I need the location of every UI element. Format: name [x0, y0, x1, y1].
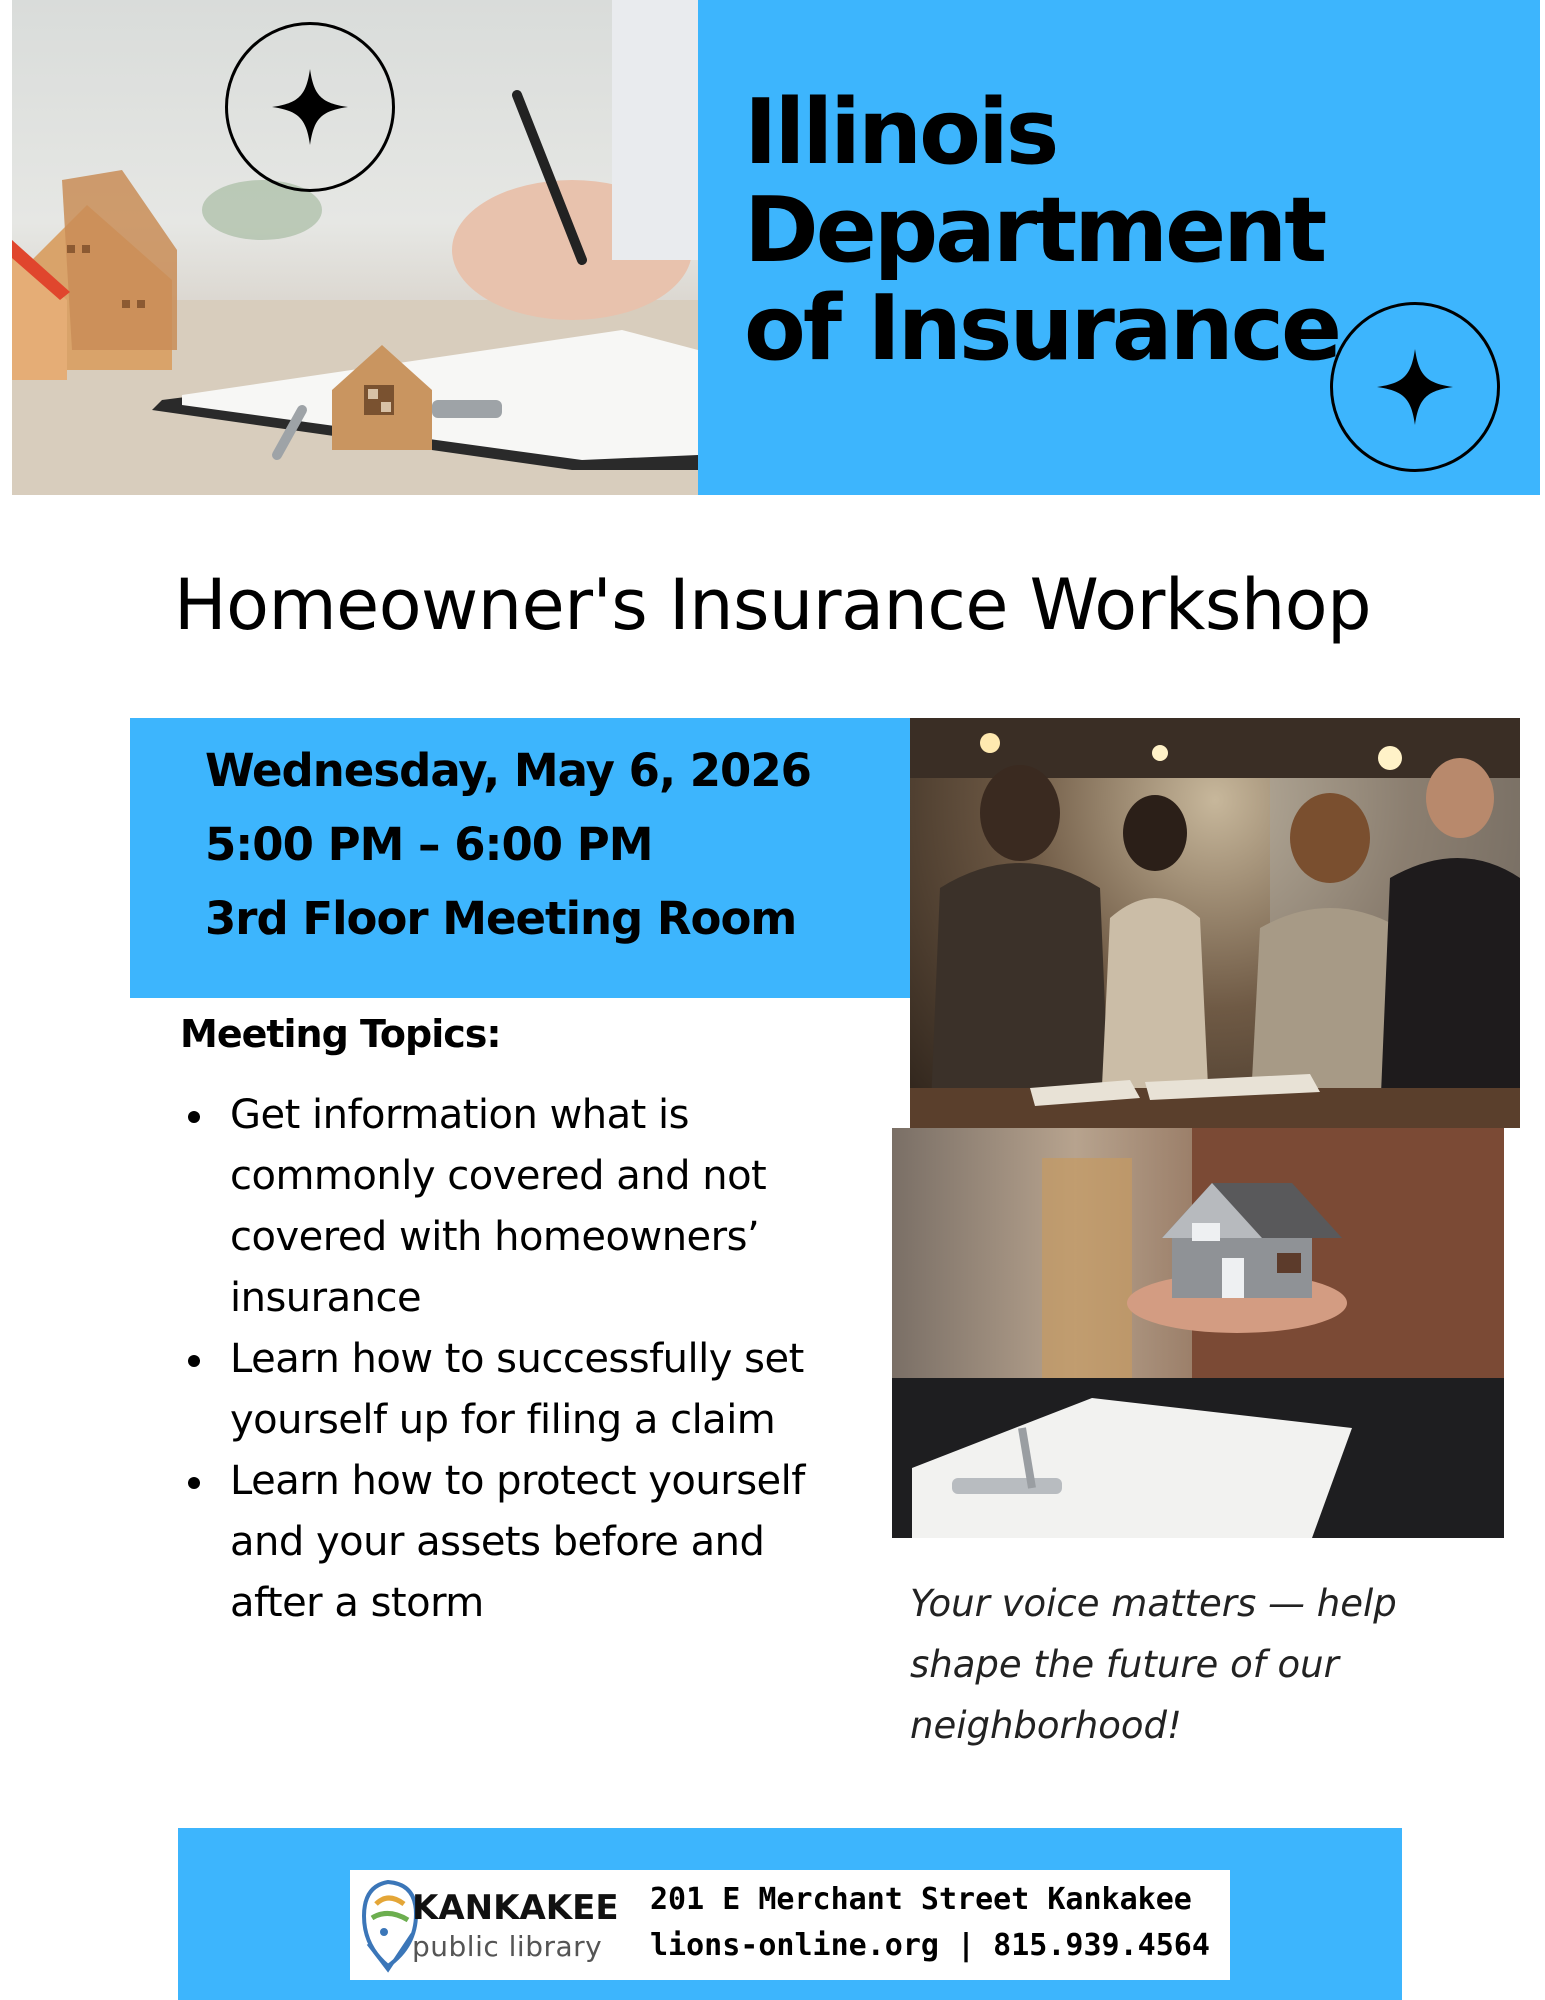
list-item: Get information what is commonly covered and not covered with homeowners’ insurance	[180, 1085, 820, 1329]
event-location: 3rd Floor Meeting Room	[205, 892, 797, 945]
library-contact: lions-online.org | 815.939.4564	[650, 1928, 1210, 1963]
org-title-line-1: Illinois	[744, 80, 1057, 185]
library-name: KANKAKEE	[412, 1888, 619, 1928]
sparkle-icon	[225, 22, 395, 192]
header-photo-desk-keys	[12, 0, 698, 495]
topics-list	[180, 1085, 820, 1634]
library-info-card	[350, 1870, 1230, 1980]
list-item: Learn how to successfully set yourself up for filing a claim	[180, 1329, 820, 1451]
community-quote: Your voice matters — help shape the future of our neighborhood!	[910, 1582, 1397, 1747]
list-item: Learn how to protect yourself and your assets before and after a storm	[180, 1451, 820, 1634]
crowd-illustration	[910, 718, 1520, 1128]
org-title-line-3: of Insurance	[744, 276, 1340, 381]
house-in-hands-illustration	[892, 1128, 1504, 1538]
library-lion-logo	[358, 1874, 420, 1974]
library-subtitle: public library	[412, 1930, 603, 1963]
event-time: 5:00 PM – 6:00 PM	[205, 818, 653, 871]
workshop-title: Homeowner's Insurance Workshop	[173, 564, 1371, 646]
sparkle-icon	[1330, 302, 1500, 472]
organization-title	[744, 80, 1344, 381]
event-date: Wednesday, May 6, 2026	[205, 744, 811, 797]
library-address: 201 E Merchant Street Kankakee	[650, 1882, 1192, 1917]
org-title-line-2: Department	[744, 178, 1325, 283]
community-event-photo	[910, 718, 1520, 1128]
event-info-box	[130, 718, 915, 998]
topics-heading: Meeting Topics:	[180, 1012, 501, 1056]
house-in-hands-photo	[892, 1128, 1504, 1538]
